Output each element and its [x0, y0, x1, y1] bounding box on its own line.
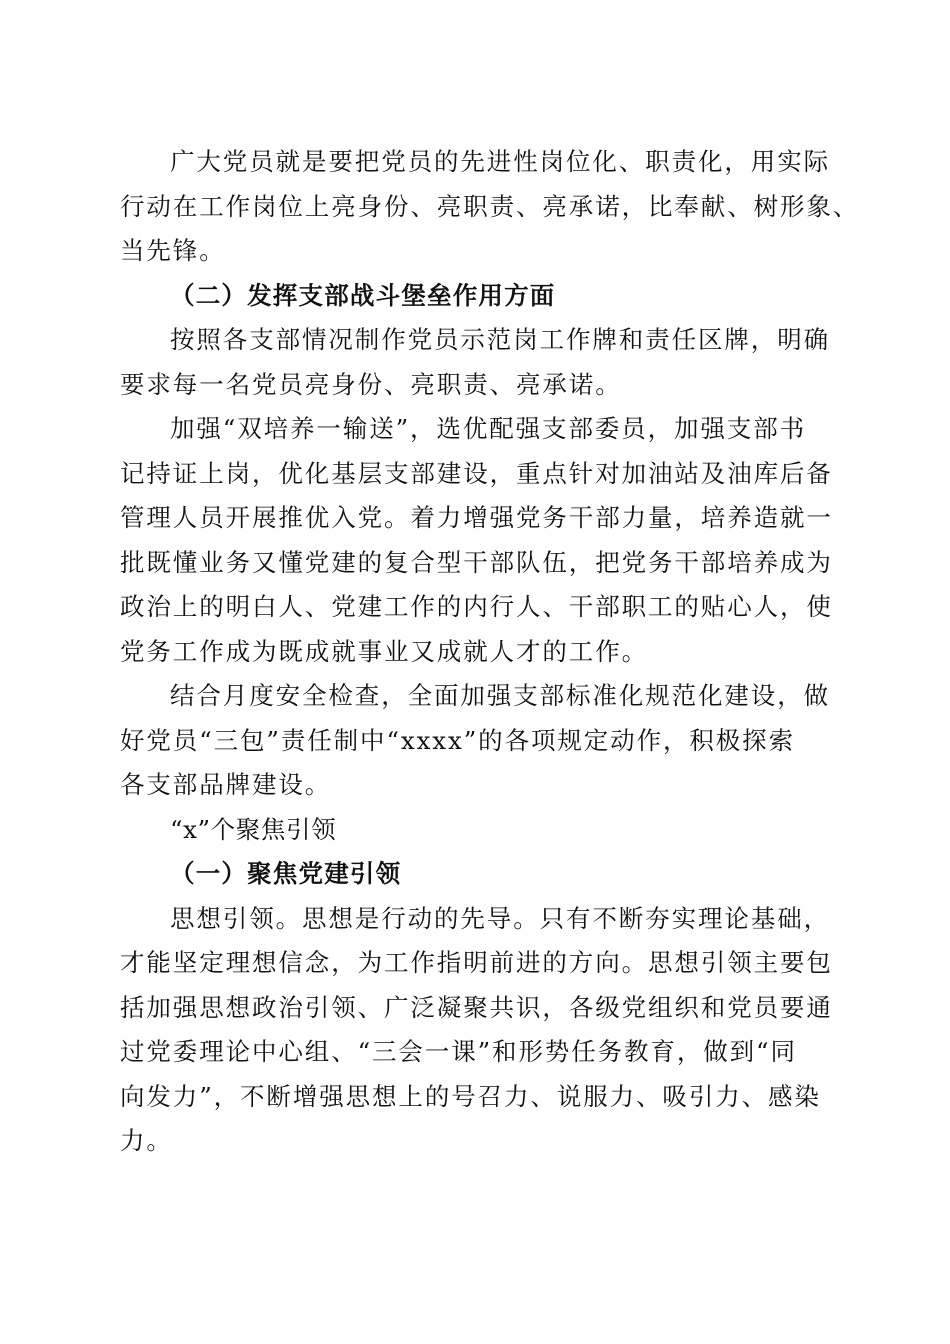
paragraph-line: 政治上的明白人、党建工作的内行人、干部职工的贴心人，使 — [120, 592, 833, 621]
paragraph-line: 要求每一名党员亮身份、亮职责、亮承诺。 — [120, 369, 622, 399]
paragraph-line: 批既懂业务又懂党建的复合型干部队伍，把党务干部培养成为 — [120, 547, 833, 577]
paragraph-line: 结合月度安全检查，全面加强支部标准化规范化建设，做 — [170, 681, 830, 710]
paragraph-line: 各支部品牌建设。 — [120, 770, 332, 799]
section-heading: （一）聚焦党建引领 — [170, 859, 402, 888]
paragraph-line: 当先锋。 — [120, 236, 226, 265]
document-page — [120, 140, 860, 1164]
paragraph-line: 力。 — [120, 1126, 173, 1155]
paragraph-line: 过党委理论中心组、“三会一课”和形势任务教育，做到“同 — [120, 1037, 797, 1066]
paragraph-line: 向发力”，不断增强思想上的号召力、说服力、吸引力、感染 — [120, 1081, 821, 1111]
paragraph-line: 加强“双培养一输送”，选优配强支部委员，加强支部书 — [170, 414, 807, 443]
paragraph-line: 行动在工作岗位上亮身份、亮职责、亮承诺，比奉献、树形象、 — [120, 191, 860, 221]
section-heading: “x”个聚焦引领 — [170, 814, 337, 844]
paragraph-line: 思想引领。思想是行动的先导。只有不断夯实理论基础， — [170, 903, 830, 933]
paragraph-line: 括加强思想政治引领、广泛凝聚共识，各级党组织和党员要通 — [120, 992, 833, 1022]
paragraph-line: 管理人员开展推优入党。着力增强党务干部力量，培养造就一 — [120, 503, 833, 532]
paragraph-line: 党务工作成为既成就事业又成就人才的工作。 — [120, 636, 648, 666]
section-heading: （二）发挥支部战斗堡垒作用方面 — [170, 280, 556, 310]
paragraph-line: 按照各支部情况制作党员示范岗工作牌和责任区牌，明确 — [170, 325, 830, 354]
paragraph-line: 才能坚定理想信念，为工作指明前进的方向。思想引领主要包 — [120, 948, 833, 977]
paragraph-line: 广大党员就是要把党员的先进性岗位化、职责化，用实际 — [170, 147, 830, 176]
paragraph-line: 记持证上岗，优化基层支部建设，重点针对加油站及油库后备 — [120, 458, 833, 488]
paragraph-line: 好党员“三包”责任制中“xxxx”的各项规定动作，积极探索 — [120, 725, 795, 755]
